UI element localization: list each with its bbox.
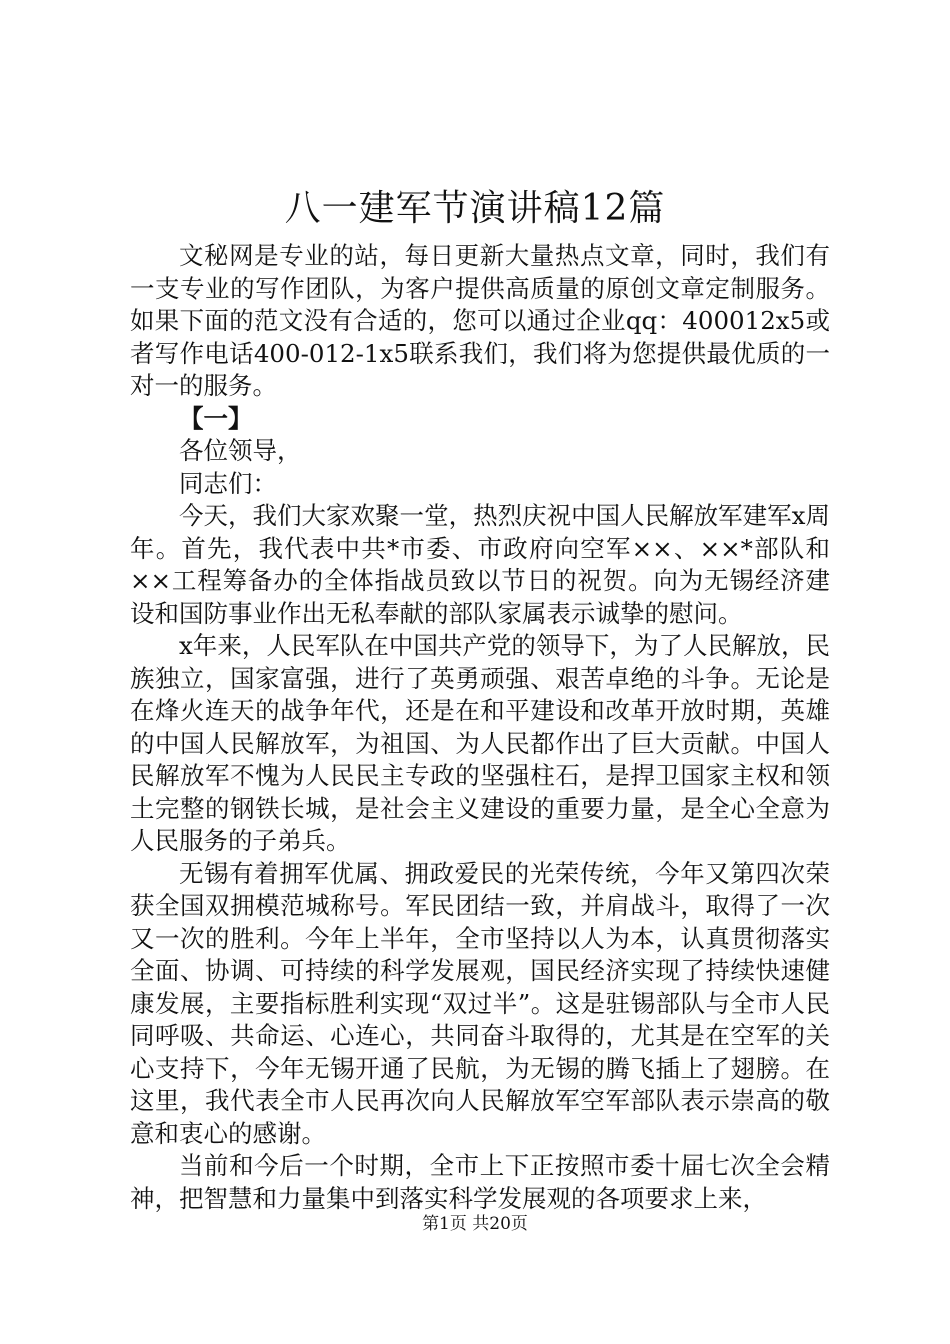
body-paragraph: 无锡有着拥军优属、拥政爱民的光荣传统，今年又第四次荣获全国双拥模范城称号。军民团结一致，并肩战斗，取得了一次又一次的胜利。今年上半年，全市坚持以人为本，认真贯彻落实全面、协调、可持续的科学发展观，国民经济实现了持续快速健康发展，主要指标胜利实现“双过半”。这是驻锡部队与全市人民同呼吸、共命运、心连心，共同奋斗取得的，尤其是在空军的关心支持下，今年无锡开通了民航，为无锡的腾飞插上了翅膀。在这里，我代表全市人民再次向人民解放军空军部队表示崇高的敬意和衷心的感谢。 [130,858,830,1148]
salutation-leaders: 各位领导， [179,436,302,465]
section-heading: 【一】 [179,403,253,433]
document-title: 八一建军节演讲稿12篇 [284,188,666,229]
salutation-comrades: 同志们： [179,468,277,498]
body-paragraph: 当前和今后一个时期，全市上下正按照市委十届七次全会精神，把智慧和力量集中到落实科学发展观的各项要求上来， [130,1151,830,1213]
document-body [130,240,830,1215]
page-number-footer: 第1页 共20页 [422,1214,528,1234]
intro-paragraph: 文秘网是专业的站，每日更新大量热点文章，同时，我们有一支专业的写作团队，为客户提供高质量的原创文章定制服务。如果下面的范文没有合适的，您可以通过企业qq：400012x5或者写作电话400-012-1x5联系我们，我们将为您提供最优质的一对一的服务。 [130,241,830,400]
body-paragraph: x年来，人民军队在中国共产党的领导下，为了人民解放，民族独立，国家富强，进行了英勇顽强、艰苦卓绝的斗争。无论是在烽火连天的战争年代，还是在和平建设和改革开放时期，英雄的中国人民解放军，为祖国、为人民都作出了巨大贡献。中国人民解放军不愧为人民民主专政的坚强柱石，是捍卫国家主权和领土完整的钢铁长城，是社会主义建设的重要力量，是全心全意为人民服务的子弟兵。 [130,631,830,855]
body-paragraph: 今天，我们大家欢聚一堂，热烈庆祝中国人民解放军建军x周年。首先，我代表中共*市委、市政府向空军××、××*部队和××工程筹备办的全体指战员致以节日的祝贺。向为无锡经济建设和国防事业作出无私奉献的部队家属表示诚挚的慰问。 [130,501,830,628]
